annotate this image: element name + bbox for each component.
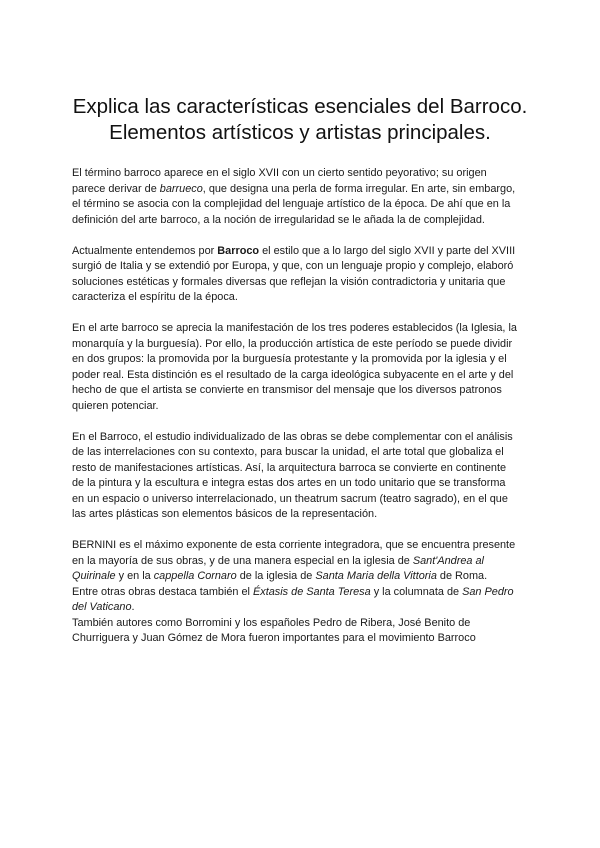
text-line: soluciones estéticas y formales diversas que reflejan la visión contradictoria y unitaria que [72, 275, 506, 288]
text-run: . [131, 601, 135, 613]
text-line: En el Barroco, el estudio individualizado de las obras se debe complementar con el análisis [72, 430, 513, 443]
text-line: caracteriza el espíritu de la época. [72, 291, 238, 303]
emphasis-santa-maria: Santa Maria della Vittoria [315, 570, 437, 582]
emphasis-cappella-cornaro: cappella Cornaro [153, 570, 237, 582]
text-run: , que designa una perla de forma irregular. En arte, sin embargo, [202, 182, 516, 195]
emphasis-barrueco: barrueco [159, 182, 203, 195]
text-run: y la columnata de [370, 585, 463, 598]
emphasis-vaticano: del Vaticano [72, 601, 132, 613]
paragraph-powers [72, 321, 538, 414]
title-line-1: Explica las características esenciales del Barroco. [72, 95, 528, 118]
text-line: de la pintura y la escultura e integra estas dos artes en un todo unitario que se transforma [72, 477, 506, 489]
emphasis-san-pedro: San Pedro [462, 585, 514, 598]
text-line: en un espacio o universo interrelacionado, un theatrum sacrum (teatro sagrado), en el que [72, 492, 508, 505]
text-run: en la mayoría de sus obras, y de una manera especial en la iglesia de [72, 554, 413, 567]
bold-barroco: Barroco [217, 244, 260, 257]
paragraph-definition [72, 244, 538, 306]
text-line [72, 585, 538, 601]
text-line: de las interrelaciones con su contexto, para buscar la unidad, el arte total que globaliza el [72, 446, 504, 458]
text-run: el estilo que a lo largo del siglo XVII y parte del XVIII [259, 244, 516, 257]
text-line: En el arte barroco se aprecia la manifestación de los tres poderes establecidos (la Iglesia, la [72, 322, 517, 334]
text-line: También autores como Borromini y los españoles Pedro de Ribera, José Benito de [72, 616, 471, 629]
text-run: de Roma. [436, 570, 488, 582]
text-line: monarquía y la burguesía). Por ello, la producción artística de este período se puede dividir [72, 337, 513, 350]
emphasis-extasis: Éxtasis de Santa Teresa [253, 585, 371, 598]
text-line [72, 600, 538, 616]
text-line [72, 182, 538, 198]
text-line: las artes plásticas son elementos básicos de la representación. [72, 508, 378, 520]
text-line [72, 554, 538, 570]
text-line: El término barroco aparece en el siglo XVII con un cierto sentido peyorativo; su origen [72, 167, 487, 179]
text-line [72, 244, 538, 260]
emphasis-quirinale: Quirinale [72, 570, 116, 582]
title-line-2: Elementos artísticos y artistas principales. [109, 121, 491, 144]
text-line [72, 569, 538, 585]
text-line: surgió de Italia y se extendió por Europa, y que, con un lenguaje propio y complejo, elaboró [72, 260, 514, 272]
document-body [72, 166, 538, 662]
text-run: Actualmente entendemos por [72, 244, 218, 257]
emphasis-sant-andrea: Sant'Andrea al [412, 554, 484, 567]
text-line: quieren potenciar. [72, 399, 159, 412]
text-line: Churriguera y Juan Gómez de Mora fueron importantes para el movimiento Barroco [72, 632, 476, 644]
text-line: resto de manifestaciones artísticas. Así, la arquitectura barroca se convierte en continente [72, 461, 507, 474]
text-line: en dos grupos: la promovida por la burguesía protestante y la promovida por la iglesia y el [72, 353, 507, 365]
text-line: hecho de que el artista se convierte en transmisor del mensaje que los diversos patronos [72, 384, 502, 396]
document-title [40, 94, 560, 146]
text-run: parece derivar de [72, 182, 160, 195]
paragraph-origin [72, 166, 538, 228]
paragraph-bernini [72, 538, 538, 647]
paragraph-unity [72, 430, 538, 523]
text-run: de la iglesia de [236, 570, 316, 582]
text-line: definición del arte barroco, a la noción de irregularidad se le añada la de complejidad. [72, 213, 485, 226]
text-line: BERNINI es el máximo exponente de esta corriente integradora, que se encuentra presente [72, 539, 516, 551]
text-run: y en la [115, 570, 154, 582]
text-line: poder real. Esta distinción es el resultado de la carga ideológica subyacente en el arte y del [72, 368, 514, 381]
text-run: Entre otras obras destaca también el [72, 585, 254, 598]
text-line: el término se asocia con la complejidad del lenguaje artístico de la época. De ahí que en la [72, 198, 511, 210]
